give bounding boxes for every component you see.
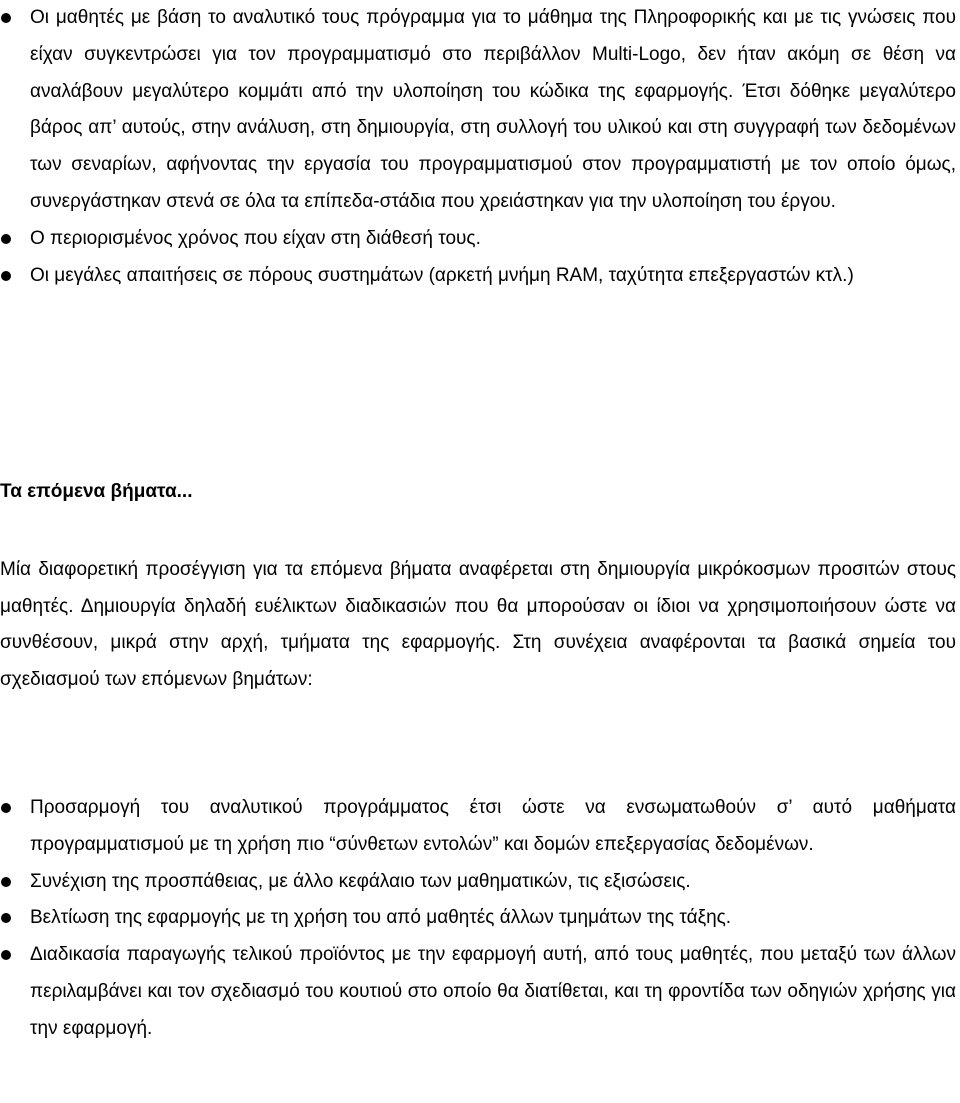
- list-item: [0, 0, 960, 221]
- list-item: [0, 221, 960, 258]
- bullet-icon: [1, 950, 11, 960]
- bullet-icon: [1, 271, 11, 281]
- section-heading: Τα επόμενα βήματα...: [0, 481, 193, 502]
- list-item-text: Οι μεγάλες απαιτήσεις σε πόρους συστημάτων (αρκετή μνήμη RAM, ταχύτητα επεξεργαστών κτλ.): [30, 264, 854, 286]
- list-item-text: Βελτίωση της εφαρμογής με τη χρήση του από μαθητές άλλων τμημάτων της τάξης.: [30, 907, 732, 929]
- list-item-text: Οι μαθητές με βάση το αναλυτικό τους πρόγραμμα για το μάθημα της Πληροφορικής και με τις γνώσεις που είχαν συγκεντρώσει για τον προγραμματισμό στο περιβάλλον Multi-Logo, δεν ήταν ακόμη σε θέση να αναλάβουν μεγαλύτερο κομμάτι από την υλοποίηση του κώδικα της εφαρμογής. Έτσι δόθηκε μεγαλύτερο βάρος απ’ αυτούς, στην ανάλυση, στη δημιουργία, στη συλλογή του υλικού και στη συγγραφή των δεδομένων των σεναρίων, αφήνοντας την εργασία του προγραμματισμού στον προγραμματιστή με τον οποίο όμως, συνεργάστηκαν στενά σε όλα τα επίπεδα-στάδια που χρειάστηκαν για την υλοποίηση του έργου.: [30, 7, 956, 212]
- list-item-text: Προσαρμογή του αναλυτικού προγράμματος έτσι ώστε να ενσωματωθούν σ’ αυτό μαθήματα προγραμματισμού με τη χρήση πιο “σύνθετων εντολών” και δομών επεξεργασίας δεδομένων.: [30, 797, 956, 855]
- limitations-list: [0, 0, 960, 294]
- list-item: [0, 864, 960, 901]
- list-item: [0, 258, 960, 295]
- list-item: [0, 937, 960, 1047]
- body-paragraph: Μία διαφορετική προσέγγιση για τα επόμενα βήματα αναφέρεται στη δημιουργία μικρόκοσμων προσιτών στους μαθητές. Δημιουργία δηλαδή ευέλικτων διαδικασιών που θα μπορούσαν οι ίδιοι να χρησιμοποιήσουν ώστε να συνθέσουν, μικρά στην αρχή, τμήματα της εφαρμογής. Στη συνέχεια αναφέρονται τα βασικά σημεία του σχεδιασμού των επόμενων βημάτων:: [0, 559, 956, 690]
- bullet-icon: [1, 913, 11, 923]
- bullet-icon: [1, 803, 11, 813]
- list-item: [0, 900, 960, 937]
- list-item-text: Διαδικασία παραγωγής τελικού προϊόντος με την εφαρμογή αυτή, από τους μαθητές, που μεταξύ των άλλων περιλαμβάνει και τον σχεδιασμό του κουτιού στο οποίο θα διατίθεται, και τη φροντίδα των οδηγιών χρήσης για την εφαρμογή.: [30, 944, 956, 1039]
- list-item-text: Συνέχιση της προσπάθειας, με άλλο κεφάλαιο των μαθηματικών, τις εξισώσεις.: [30, 870, 691, 892]
- list-item: [0, 790, 960, 864]
- list-item-text: Ο περιορισμένος χρόνος που είχαν στη διάθεσή τους.: [30, 227, 481, 249]
- bullet-icon: [1, 234, 11, 244]
- bullet-icon: [1, 877, 11, 887]
- bullet-icon: [1, 13, 11, 23]
- next-steps-list: [0, 790, 960, 1048]
